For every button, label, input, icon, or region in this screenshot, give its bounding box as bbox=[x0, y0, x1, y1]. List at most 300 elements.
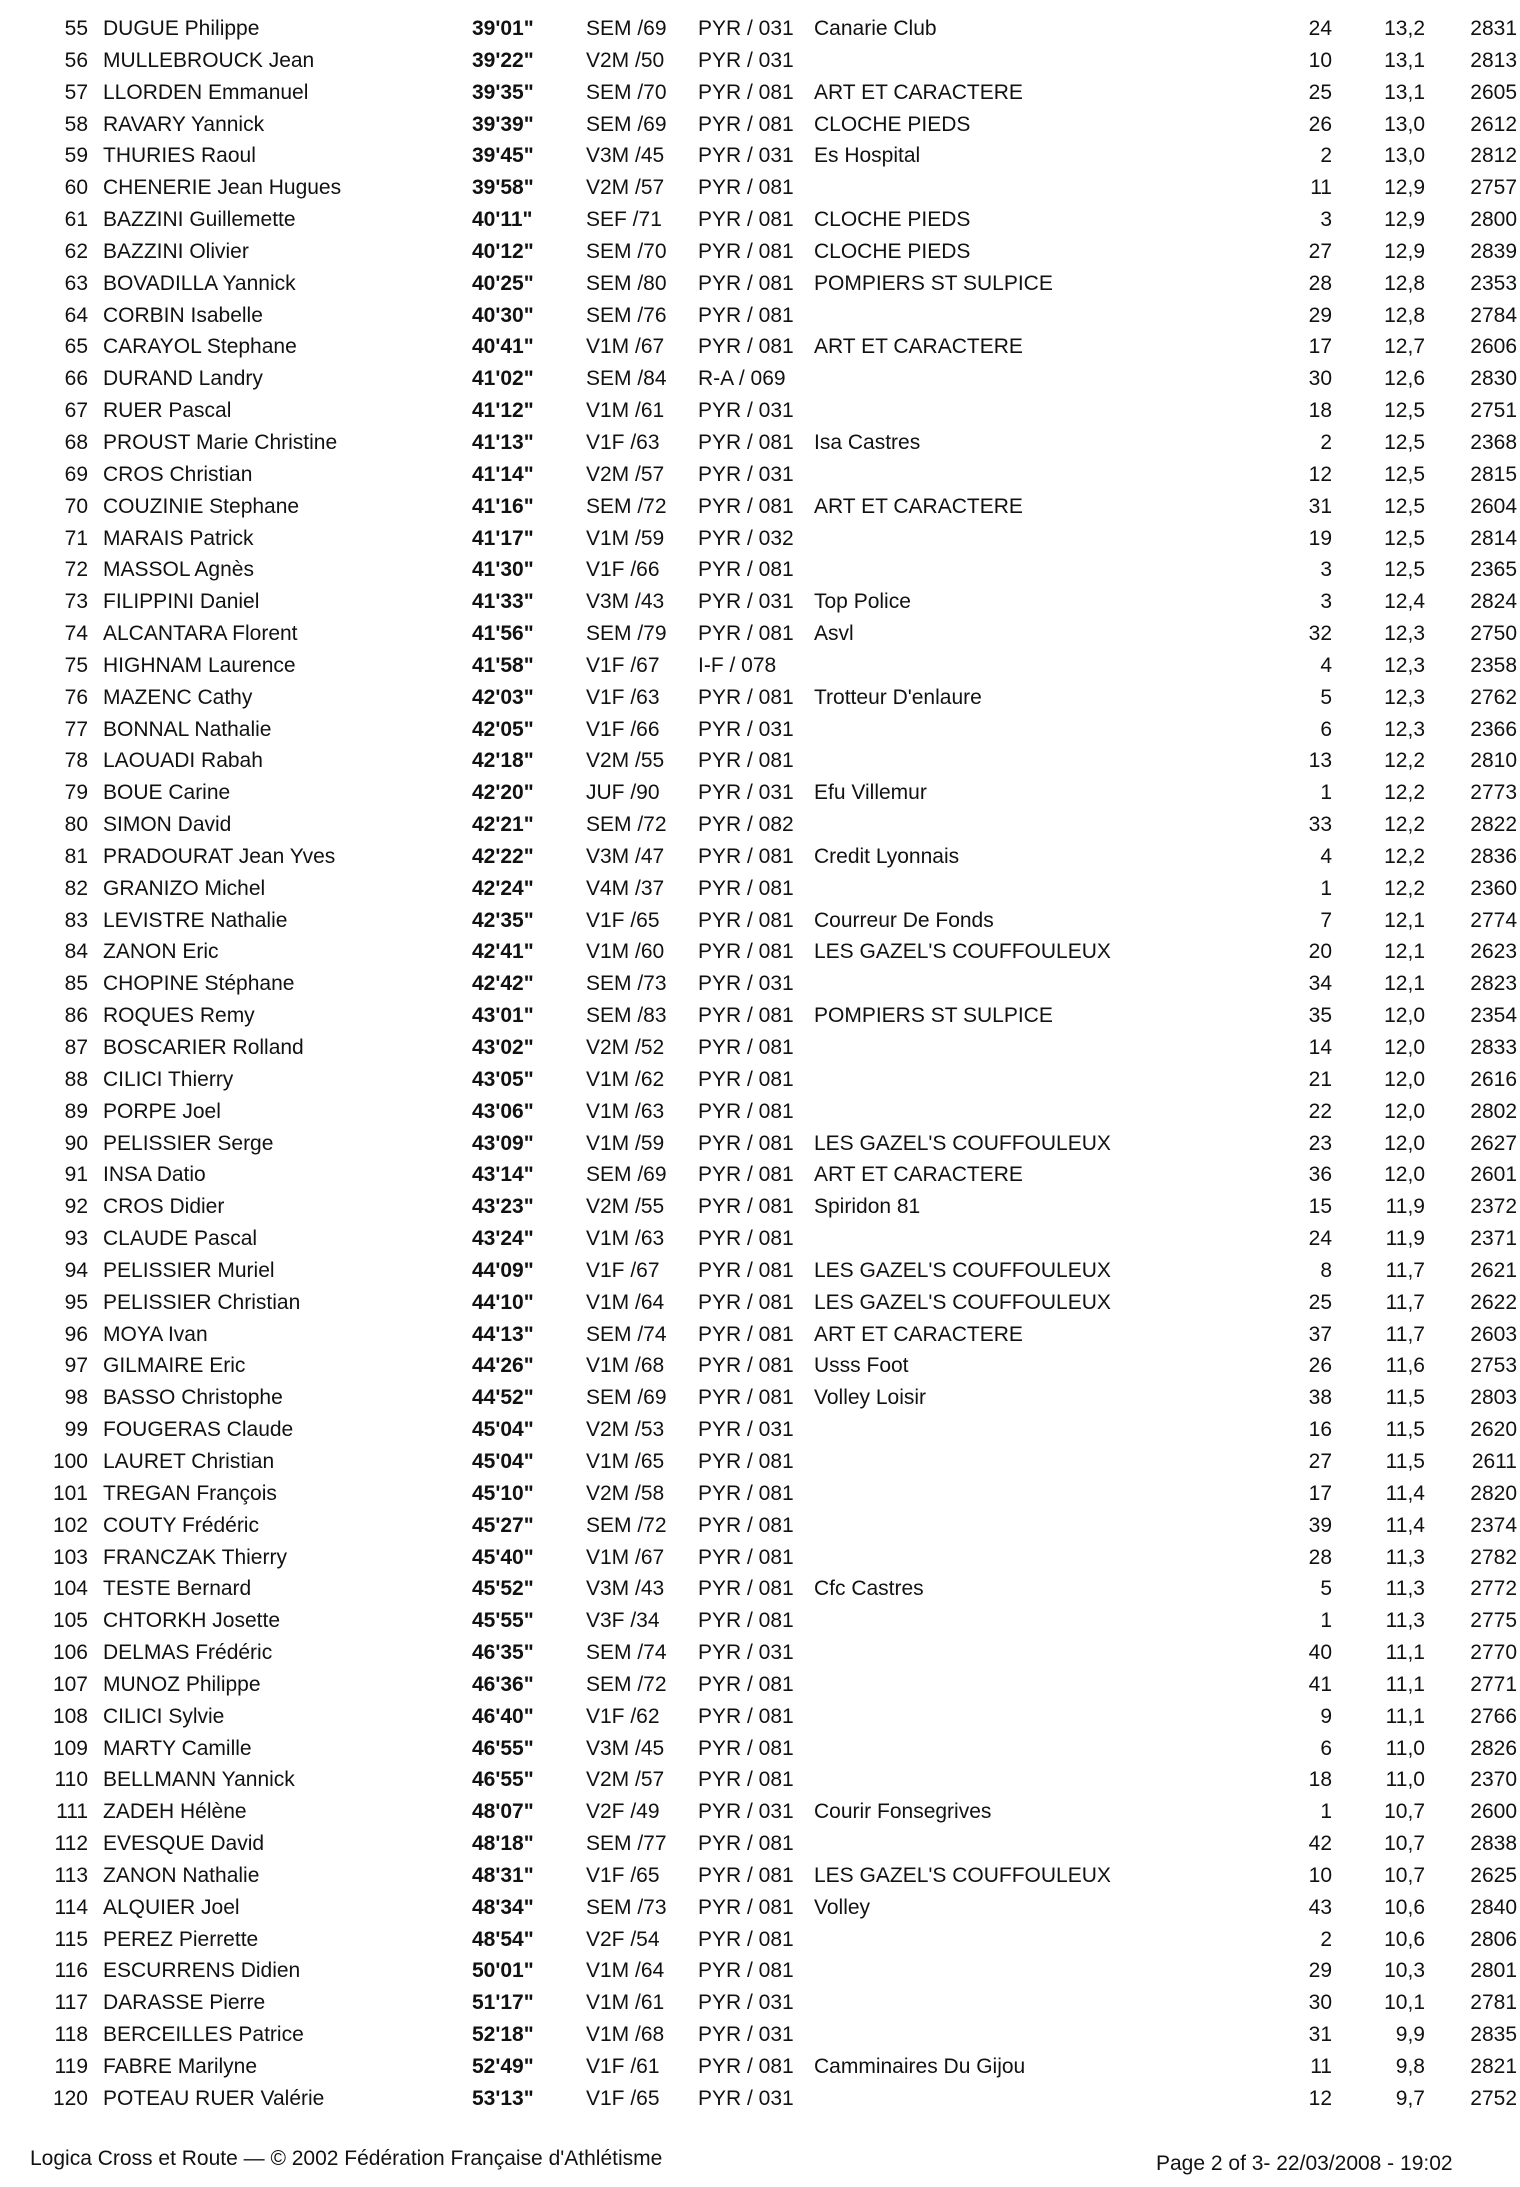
category-rank: 9 bbox=[1320, 1704, 1332, 1728]
finish-time: 42'35" bbox=[472, 908, 534, 932]
bib-number: 2812 bbox=[1470, 144, 1517, 168]
category-rank: 4 bbox=[1320, 653, 1332, 677]
league-code: PYR / 081 bbox=[698, 1704, 794, 1728]
runner-name: GILMAIRE Eric bbox=[103, 1354, 246, 1378]
bib-number: 2370 bbox=[1470, 1768, 1517, 1792]
result-row bbox=[0, 1669, 1520, 1701]
result-row bbox=[0, 936, 1520, 968]
league-code: PYR / 081 bbox=[698, 1322, 794, 1346]
speed: 9,7 bbox=[1395, 2086, 1425, 2110]
league-code: PYR / 031 bbox=[698, 1418, 794, 1442]
place-cell: 90 bbox=[64, 1131, 88, 1155]
bib-number: 2820 bbox=[1470, 1481, 1517, 1505]
result-row bbox=[0, 1987, 1520, 2019]
category-rank: 22 bbox=[1308, 1099, 1332, 1123]
runner-name: PRADOURAT Jean Yves bbox=[103, 844, 336, 868]
finish-time: 45'40" bbox=[472, 1545, 534, 1569]
speed: 12,3 bbox=[1384, 685, 1425, 709]
finish-time: 42'24" bbox=[472, 876, 534, 900]
category: V1M /63 bbox=[586, 1099, 665, 1123]
category-rank: 11 bbox=[1310, 176, 1332, 200]
league-code: PYR / 031 bbox=[698, 144, 794, 168]
category: SEM /74 bbox=[586, 1641, 667, 1665]
runner-name: LLORDEN Emmanuel bbox=[103, 80, 309, 104]
runner-name: DARASSE Pierre bbox=[103, 1991, 266, 2015]
place-cell: 64 bbox=[64, 303, 88, 327]
bib-number: 2771 bbox=[1470, 1672, 1517, 1696]
place-cell: 75 bbox=[64, 653, 88, 677]
place-cell: 78 bbox=[64, 749, 88, 773]
finish-time: 44'10" bbox=[472, 1290, 534, 1314]
place-cell: 111 bbox=[56, 1800, 88, 1824]
result-row bbox=[0, 682, 1520, 714]
category-rank: 30 bbox=[1308, 367, 1332, 391]
result-row bbox=[0, 2051, 1520, 2083]
result-row bbox=[0, 1924, 1520, 1956]
place-cell: 63 bbox=[64, 271, 88, 295]
runner-name: BONNAL Nathalie bbox=[103, 717, 272, 741]
finish-time: 41'14" bbox=[472, 462, 534, 486]
place-cell: 108 bbox=[52, 1704, 88, 1728]
result-row bbox=[0, 873, 1520, 905]
category-rank: 25 bbox=[1308, 1290, 1332, 1314]
result-row bbox=[0, 1255, 1520, 1287]
place-cell: 92 bbox=[64, 1195, 88, 1219]
runner-name: MULLEBROUCK Jean bbox=[103, 48, 315, 72]
league-code: PYR / 031 bbox=[698, 1800, 794, 1824]
runner-name: CHENERIE Jean Hugues bbox=[103, 176, 342, 200]
runner-name: FRANCZAK Thierry bbox=[103, 1545, 287, 1569]
category-rank: 16 bbox=[1308, 1418, 1332, 1442]
result-row bbox=[0, 1796, 1520, 1828]
category-rank: 6 bbox=[1320, 717, 1332, 741]
bib-number: 2826 bbox=[1470, 1736, 1517, 1760]
speed: 12,5 bbox=[1384, 494, 1425, 518]
runner-name: BAZZINI Guillemette bbox=[103, 208, 296, 232]
bib-number: 2752 bbox=[1470, 2086, 1517, 2110]
result-row bbox=[0, 1319, 1520, 1351]
category-rank: 35 bbox=[1308, 1004, 1332, 1028]
club-name: LES GAZEL'S COUFFOULEUX bbox=[814, 1290, 1111, 1314]
bib-number: 2625 bbox=[1470, 1863, 1517, 1887]
result-row bbox=[0, 1955, 1520, 1987]
category: V1F /63 bbox=[586, 430, 660, 454]
place-cell: 68 bbox=[64, 430, 88, 454]
speed: 12,2 bbox=[1384, 813, 1425, 837]
speed: 11,5 bbox=[1385, 1386, 1425, 1410]
result-row bbox=[0, 427, 1520, 459]
finish-time: 41'33" bbox=[472, 590, 534, 614]
speed: 10,3 bbox=[1384, 1959, 1425, 1983]
speed: 12,3 bbox=[1384, 653, 1425, 677]
bib-number: 2784 bbox=[1470, 303, 1517, 327]
result-row bbox=[0, 140, 1520, 172]
league-code: PYR / 081 bbox=[698, 622, 794, 646]
club-name: LES GAZEL'S COUFFOULEUX bbox=[814, 1131, 1111, 1155]
runner-name: BAZZINI Olivier bbox=[103, 239, 249, 263]
club-name: Canarie Club bbox=[814, 17, 937, 40]
finish-time: 46'36" bbox=[472, 1672, 534, 1696]
category: V2M /57 bbox=[586, 1768, 665, 1792]
place-cell: 107 bbox=[52, 1672, 88, 1696]
footer-page-info: Page 2 of 3- 22/03/2008 - 19:02 bbox=[1156, 2152, 1453, 2175]
league-code: PYR / 081 bbox=[698, 1258, 794, 1282]
result-row bbox=[0, 45, 1520, 77]
place-cell: 117 bbox=[54, 1991, 88, 2015]
league-code: PYR / 081 bbox=[698, 1386, 794, 1410]
result-row bbox=[0, 1701, 1520, 1733]
runner-name: ZADEH Hélène bbox=[103, 1800, 247, 1824]
runner-name: PELISSIER Christian bbox=[103, 1290, 301, 1314]
finish-time: 45'55" bbox=[472, 1609, 534, 1633]
speed: 12,5 bbox=[1384, 430, 1425, 454]
speed: 11,4 bbox=[1385, 1481, 1425, 1505]
bib-number: 2766 bbox=[1470, 1704, 1517, 1728]
result-row bbox=[0, 109, 1520, 141]
league-code: PYR / 081 bbox=[698, 940, 794, 964]
category-rank: 26 bbox=[1308, 112, 1332, 136]
club-name: Camminaires Du Gijou bbox=[814, 2055, 1026, 2078]
runner-name: ZANON Eric bbox=[103, 940, 219, 964]
place-cell: 60 bbox=[64, 176, 88, 200]
bib-number: 2814 bbox=[1470, 526, 1517, 550]
place-cell: 88 bbox=[64, 1067, 88, 1091]
place-cell: 118 bbox=[54, 2023, 88, 2047]
league-code: PYR / 081 bbox=[698, 1004, 794, 1028]
league-code: PYR / 081 bbox=[698, 876, 794, 900]
league-code: PYR / 081 bbox=[698, 271, 794, 295]
place-cell: 101 bbox=[52, 1481, 88, 1505]
category: SEM /83 bbox=[586, 1004, 667, 1028]
finish-time: 45'04" bbox=[472, 1418, 534, 1442]
category-rank: 24 bbox=[1308, 17, 1332, 40]
speed: 10,7 bbox=[1384, 1832, 1425, 1856]
place-cell: 69 bbox=[64, 462, 88, 486]
league-code: PYR / 081 bbox=[698, 1545, 794, 1569]
category: V1F /65 bbox=[586, 908, 660, 932]
category: V1F /61 bbox=[586, 2055, 660, 2078]
speed: 11,7 bbox=[1385, 1290, 1425, 1314]
speed: 12,7 bbox=[1384, 335, 1425, 359]
league-code: PYR / 081 bbox=[698, 1195, 794, 1219]
runner-name: ALCANTARA Florent bbox=[103, 622, 298, 646]
category: V2M /57 bbox=[586, 462, 665, 486]
club-name: Es Hospital bbox=[814, 144, 921, 168]
result-row bbox=[0, 1860, 1520, 1892]
speed: 12,8 bbox=[1384, 271, 1425, 295]
category: V3M /47 bbox=[586, 844, 665, 868]
result-row bbox=[0, 1382, 1520, 1414]
finish-time: 46'55" bbox=[472, 1768, 534, 1792]
place-cell: 94 bbox=[64, 1258, 88, 1282]
league-code: PYR / 081 bbox=[698, 208, 794, 232]
bib-number: 2762 bbox=[1470, 685, 1517, 709]
bib-number: 2806 bbox=[1470, 1927, 1517, 1951]
speed: 10,6 bbox=[1384, 1927, 1425, 1951]
category-rank: 11 bbox=[1310, 2055, 1332, 2078]
place-cell: 89 bbox=[64, 1099, 88, 1123]
club-name: Trotteur D'enlaure bbox=[814, 685, 982, 709]
speed: 12,4 bbox=[1384, 590, 1425, 614]
category: V1M /59 bbox=[586, 526, 665, 550]
runner-name: ALQUIER Joel bbox=[103, 1895, 240, 1919]
runner-name: PELISSIER Muriel bbox=[103, 1258, 275, 1282]
speed: 12,0 bbox=[1384, 1131, 1425, 1155]
category-rank: 13 bbox=[1308, 749, 1332, 773]
league-code: PYR / 081 bbox=[698, 749, 794, 773]
runner-name: INSA Datio bbox=[103, 1163, 206, 1187]
category: V3M /43 bbox=[586, 590, 665, 614]
place-cell: 104 bbox=[52, 1577, 88, 1601]
place-cell: 79 bbox=[64, 781, 88, 805]
league-code: PYR / 031 bbox=[698, 2086, 794, 2110]
league-code: PYR / 081 bbox=[698, 1067, 794, 1091]
category-rank: 41 bbox=[1308, 1672, 1332, 1696]
category: V2M /50 bbox=[586, 48, 665, 72]
bib-number: 2774 bbox=[1470, 908, 1517, 932]
result-row bbox=[0, 77, 1520, 109]
place-cell: 84 bbox=[64, 940, 88, 964]
category: SEM /74 bbox=[586, 1322, 667, 1346]
speed: 13,2 bbox=[1384, 17, 1425, 40]
runner-name: BERCEILLES Patrice bbox=[103, 2023, 304, 2047]
place-cell: 71 bbox=[64, 526, 88, 550]
finish-time: 48'07" bbox=[472, 1800, 534, 1824]
result-row bbox=[0, 1032, 1520, 1064]
category-rank: 2 bbox=[1320, 430, 1332, 454]
bib-number: 2604 bbox=[1470, 494, 1517, 518]
category-rank: 26 bbox=[1308, 1354, 1332, 1378]
league-code: PYR / 081 bbox=[698, 335, 794, 359]
category-rank: 2 bbox=[1320, 1927, 1332, 1951]
runner-name: POTEAU RUER Valérie bbox=[103, 2086, 325, 2110]
category-rank: 36 bbox=[1308, 1163, 1332, 1187]
club-name: Asvl bbox=[814, 622, 854, 646]
result-row bbox=[0, 1764, 1520, 1796]
finish-time: 39'22" bbox=[472, 48, 534, 72]
league-code: PYR / 081 bbox=[698, 844, 794, 868]
result-row bbox=[0, 1159, 1520, 1191]
finish-time: 39'45" bbox=[472, 144, 534, 168]
finish-time: 41'12" bbox=[472, 399, 534, 423]
category: V1F /65 bbox=[586, 1863, 660, 1887]
runner-name: TREGAN François bbox=[103, 1481, 277, 1505]
club-name: CLOCHE PIEDS bbox=[814, 208, 971, 232]
bib-number: 2840 bbox=[1470, 1895, 1517, 1919]
category: V1F /65 bbox=[586, 2086, 660, 2110]
category: V3M /43 bbox=[586, 1577, 665, 1601]
runner-name: DELMAS Frédéric bbox=[103, 1641, 273, 1665]
finish-time: 48'31" bbox=[472, 1863, 534, 1887]
place-cell: 77 bbox=[64, 717, 88, 741]
runner-name: BELLMANN Yannick bbox=[103, 1768, 295, 1792]
category-rank: 17 bbox=[1308, 335, 1332, 359]
result-row bbox=[0, 1191, 1520, 1223]
club-name: LES GAZEL'S COUFFOULEUX bbox=[814, 1258, 1111, 1282]
league-code: PYR / 081 bbox=[698, 685, 794, 709]
speed: 11,7 bbox=[1385, 1258, 1425, 1282]
club-name: ART ET CARACTERE bbox=[814, 80, 1023, 104]
runner-name: CARAYOL Stephane bbox=[103, 335, 297, 359]
result-row bbox=[0, 1350, 1520, 1382]
bib-number: 2773 bbox=[1470, 781, 1517, 805]
category-rank: 28 bbox=[1308, 1545, 1332, 1569]
runner-name: ROQUES Remy bbox=[103, 1004, 255, 1028]
league-code: PYR / 031 bbox=[698, 781, 794, 805]
bib-number: 2372 bbox=[1470, 1195, 1517, 1219]
runner-name: THURIES Raoul bbox=[103, 144, 256, 168]
runner-name: HIGHNAM Laurence bbox=[103, 653, 296, 677]
place-cell: 76 bbox=[64, 685, 88, 709]
speed: 12,3 bbox=[1384, 717, 1425, 741]
result-row bbox=[0, 618, 1520, 650]
place-cell: 66 bbox=[64, 367, 88, 391]
bib-number: 2605 bbox=[1470, 80, 1517, 104]
category-rank: 30 bbox=[1308, 1991, 1332, 2015]
category-rank: 8 bbox=[1320, 1258, 1332, 1282]
result-row bbox=[0, 1828, 1520, 1860]
club-name: Volley bbox=[814, 1895, 871, 1919]
finish-time: 53'13" bbox=[472, 2086, 534, 2110]
category: SEF /71 bbox=[586, 208, 662, 232]
finish-time: 41'56" bbox=[472, 622, 534, 646]
category-rank: 17 bbox=[1308, 1481, 1332, 1505]
place-cell: 86 bbox=[64, 1004, 88, 1028]
runner-name: MARTY Camille bbox=[103, 1736, 252, 1760]
category-rank: 5 bbox=[1320, 685, 1332, 709]
club-name: Courreur De Fonds bbox=[814, 908, 994, 932]
category: V1F /66 bbox=[586, 717, 660, 741]
category: JUF /90 bbox=[586, 781, 660, 805]
category-rank: 1 bbox=[1320, 1609, 1332, 1633]
league-code: PYR / 081 bbox=[698, 908, 794, 932]
speed: 12,2 bbox=[1384, 844, 1425, 868]
runner-name: CHTORKH Josette bbox=[103, 1609, 280, 1633]
category: V2M /57 bbox=[586, 176, 665, 200]
result-row bbox=[0, 1542, 1520, 1574]
bib-number: 2750 bbox=[1470, 622, 1517, 646]
league-code: PYR / 031 bbox=[698, 462, 794, 486]
finish-time: 48'18" bbox=[472, 1832, 534, 1856]
category: V4M /37 bbox=[586, 876, 665, 900]
category-rank: 43 bbox=[1308, 1895, 1332, 1919]
club-name: Volley Loisir bbox=[814, 1386, 927, 1410]
speed: 13,0 bbox=[1384, 144, 1425, 168]
runner-name: TESTE Bernard bbox=[103, 1577, 252, 1601]
category: SEM /73 bbox=[586, 1895, 667, 1919]
bib-number: 2627 bbox=[1470, 1131, 1517, 1155]
league-code: PYR / 081 bbox=[698, 1927, 794, 1951]
place-cell: 103 bbox=[52, 1545, 88, 1569]
bib-number: 2365 bbox=[1470, 558, 1517, 582]
bib-number: 2775 bbox=[1470, 1609, 1517, 1633]
bib-number: 2835 bbox=[1470, 2023, 1517, 2047]
speed: 10,7 bbox=[1384, 1800, 1425, 1824]
finish-time: 41'02" bbox=[472, 367, 534, 391]
speed: 12,2 bbox=[1384, 876, 1425, 900]
category: V1M /64 bbox=[586, 1959, 665, 1983]
category-rank: 31 bbox=[1308, 2023, 1332, 2047]
category: V1F /63 bbox=[586, 685, 660, 709]
speed: 11,3 bbox=[1385, 1577, 1425, 1601]
category-rank: 14 bbox=[1308, 1036, 1332, 1059]
speed: 10,7 bbox=[1384, 1863, 1425, 1887]
club-name: POMPIERS ST SULPICE bbox=[814, 1004, 1053, 1028]
result-row bbox=[0, 459, 1520, 491]
finish-time: 46'35" bbox=[472, 1641, 534, 1665]
result-row bbox=[0, 1223, 1520, 1255]
speed: 12,0 bbox=[1384, 1163, 1425, 1187]
category-rank: 10 bbox=[1308, 1863, 1332, 1887]
place-cell: 97 bbox=[64, 1354, 88, 1378]
category-rank: 3 bbox=[1320, 558, 1332, 582]
category: V1M /68 bbox=[586, 2023, 665, 2047]
result-row bbox=[0, 491, 1520, 523]
club-name: Isa Castres bbox=[814, 430, 921, 454]
league-code: PYR / 081 bbox=[698, 80, 794, 104]
result-row bbox=[0, 777, 1520, 809]
league-code: PYR / 031 bbox=[698, 717, 794, 741]
place-cell: 70 bbox=[64, 494, 88, 518]
place-cell: 112 bbox=[54, 1832, 88, 1856]
finish-time: 43'09" bbox=[472, 1131, 534, 1155]
result-row bbox=[0, 395, 1520, 427]
result-row bbox=[0, 1446, 1520, 1478]
place-cell: 59 bbox=[64, 144, 88, 168]
bib-number: 2821 bbox=[1470, 2055, 1517, 2078]
club-name: POMPIERS ST SULPICE bbox=[814, 271, 1053, 295]
category: SEM /79 bbox=[586, 622, 667, 646]
club-name: LES GAZEL'S COUFFOULEUX bbox=[814, 1863, 1111, 1887]
finish-time: 42'20" bbox=[472, 781, 534, 805]
bib-number: 2839 bbox=[1470, 239, 1517, 263]
speed: 12,9 bbox=[1384, 176, 1425, 200]
category-rank: 38 bbox=[1308, 1386, 1332, 1410]
runner-name: MUNOZ Philippe bbox=[103, 1672, 261, 1696]
bib-number: 2603 bbox=[1470, 1322, 1517, 1346]
league-code: PYR / 081 bbox=[698, 1131, 794, 1155]
speed: 9,8 bbox=[1395, 2055, 1425, 2078]
category: V1F /66 bbox=[586, 558, 660, 582]
finish-time: 42'03" bbox=[472, 685, 534, 709]
bib-number: 2803 bbox=[1470, 1386, 1517, 1410]
category-rank: 25 bbox=[1308, 80, 1332, 104]
category: SEM /77 bbox=[586, 1832, 667, 1856]
category-rank: 27 bbox=[1308, 239, 1332, 263]
finish-time: 45'04" bbox=[472, 1449, 534, 1473]
league-code: PYR / 031 bbox=[698, 17, 794, 40]
result-row bbox=[0, 523, 1520, 555]
league-code: PYR / 082 bbox=[698, 813, 794, 837]
finish-time: 41'13" bbox=[472, 430, 534, 454]
result-row bbox=[0, 714, 1520, 746]
finish-time: 45'52" bbox=[472, 1577, 534, 1601]
bib-number: 2600 bbox=[1470, 1800, 1517, 1824]
category: V1F /67 bbox=[586, 1258, 660, 1282]
league-code: PYR / 081 bbox=[698, 1577, 794, 1601]
bib-number: 2823 bbox=[1470, 972, 1517, 996]
league-code: PYR / 081 bbox=[698, 239, 794, 263]
category-rank: 24 bbox=[1308, 1227, 1332, 1251]
league-code: PYR / 081 bbox=[698, 2055, 794, 2078]
category-rank: 4 bbox=[1320, 844, 1332, 868]
bib-number: 2757 bbox=[1470, 176, 1517, 200]
bib-number: 2353 bbox=[1470, 271, 1517, 295]
category: V2M /52 bbox=[586, 1036, 665, 1059]
category: SEM /72 bbox=[586, 494, 667, 518]
finish-time: 42'41" bbox=[472, 940, 534, 964]
category: V2M /55 bbox=[586, 1195, 665, 1219]
